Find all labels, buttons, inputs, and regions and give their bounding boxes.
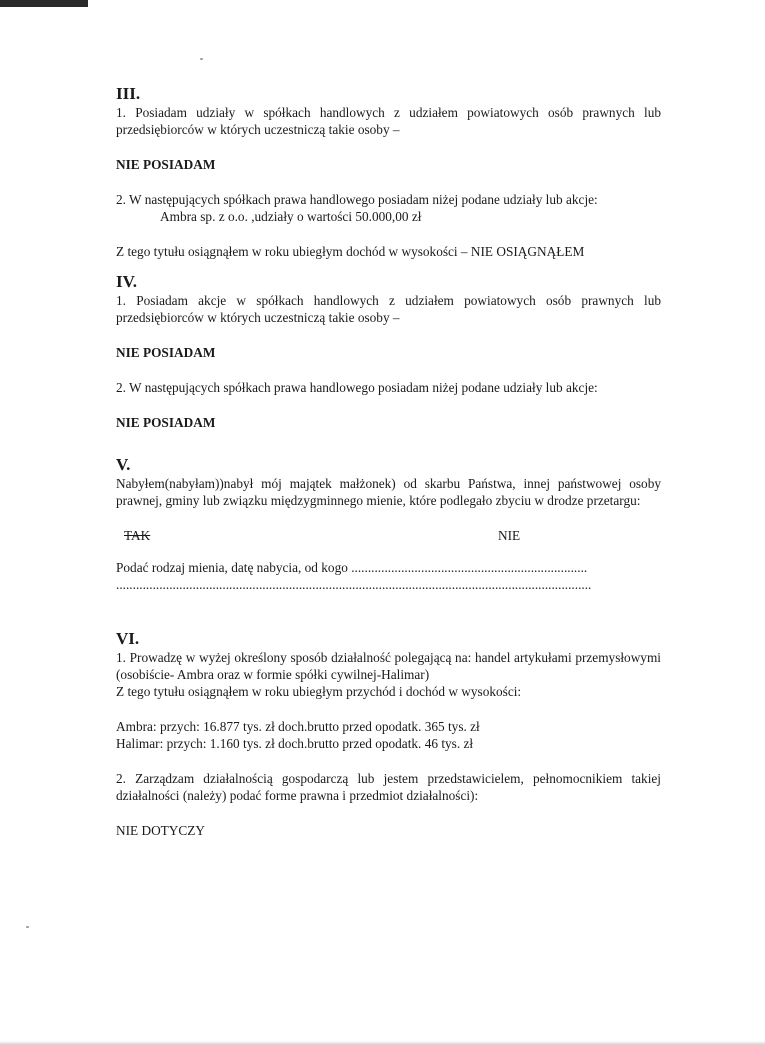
section-4-item-2: 2. W następujących spółkach prawa handlowego posiadam niżej podane udziały lub akcje: (116, 380, 598, 395)
section-5-dots-line: ............................................................................................................................................... (116, 577, 592, 592)
section-6-ambra: Ambra: przych: 16.877 tys. zł doch.brutto przed opodatk. 365 tys. zł (116, 719, 480, 734)
scan-speck (26, 926, 29, 928)
section-3-heading: III. (116, 84, 141, 103)
section-6-item-2: 2. Zarządzam działalnością gospodarczą lub jestem przedstawicielem, pełnomocnikiem takiej działalności (należy) podać forme prawna i przedmiot działalności): (116, 771, 661, 803)
section-3-item-1: 1. Posiadam udziały w spółkach handlowych z udziałem powiatowych osób prawnych lub przedsiębiorców w których uczestniczą takie osoby – (116, 105, 661, 137)
section-4-answer-2: NIE POSIADAM (116, 415, 216, 430)
section-4-heading: IV. (116, 272, 137, 291)
section-6-answer-2: NIE DOTYCZY (116, 823, 206, 838)
section-6-item-1: 1. Prowadzę w wyżej określony sposób działalność polegającą na: handel artykułami przemysłowymi (osobiście- Ambra oraz w formie spółki cywilnej-Halimar) (116, 650, 661, 682)
section-4-answer-1: NIE POSIADAM (116, 345, 216, 360)
scan-artifact-bottom-edge (0, 1041, 765, 1045)
section-5-heading: V. (116, 455, 131, 474)
option-nie: NIE (498, 528, 521, 543)
section-5-text: Nabyłem(nabyłam))nabył mój majątek małżonek) od skarbu Państwa, innej państwowej osoby prawnej, gminy lub związku międzygminnego mienie, które podlegało zbyciu w drodze przetargu: (116, 476, 661, 508)
section-6-halimar: Halimar: przych: 1.160 tys. zł doch.brutto przed opodatk. 46 tys. zł (116, 736, 474, 751)
option-tak-crossed: TAK (124, 528, 151, 543)
scan-artifact-corner (0, 0, 88, 7)
section-5-podac-line: Podać rodzaj mienia, datę nabycia, od kogo ....................................................................... (116, 560, 588, 575)
scan-speck (200, 58, 203, 60)
section-6-item-1-income: Z tego tytułu osiągnąłem w roku ubiegłym przychód i dochód w wysokości: (116, 684, 522, 699)
document-content (116, 84, 661, 839)
section-3-income: Z tego tytułu osiągnąłem w roku ubiegłym dochód w wysokości – NIE OSIĄGNĄŁEM (116, 244, 585, 259)
section-6-heading: VI. (116, 629, 140, 648)
section-3-item-2: 2. W następujących spółkach prawa handlowego posiadam niżej podane udziały lub akcje: (116, 192, 598, 207)
section-3-item-2-detail: Ambra sp. z o.o. ,udziały o wartości 50.000,00 zł (160, 209, 422, 224)
section-3-answer-1: NIE POSIADAM (116, 157, 216, 172)
section-5-options (116, 527, 661, 547)
section-4-item-1: 1. Posiadam akcje w spółkach handlowych z udziałem powiatowych osób prawnych lub przedsiębiorców w których uczestniczą takie osoby – (116, 293, 661, 325)
